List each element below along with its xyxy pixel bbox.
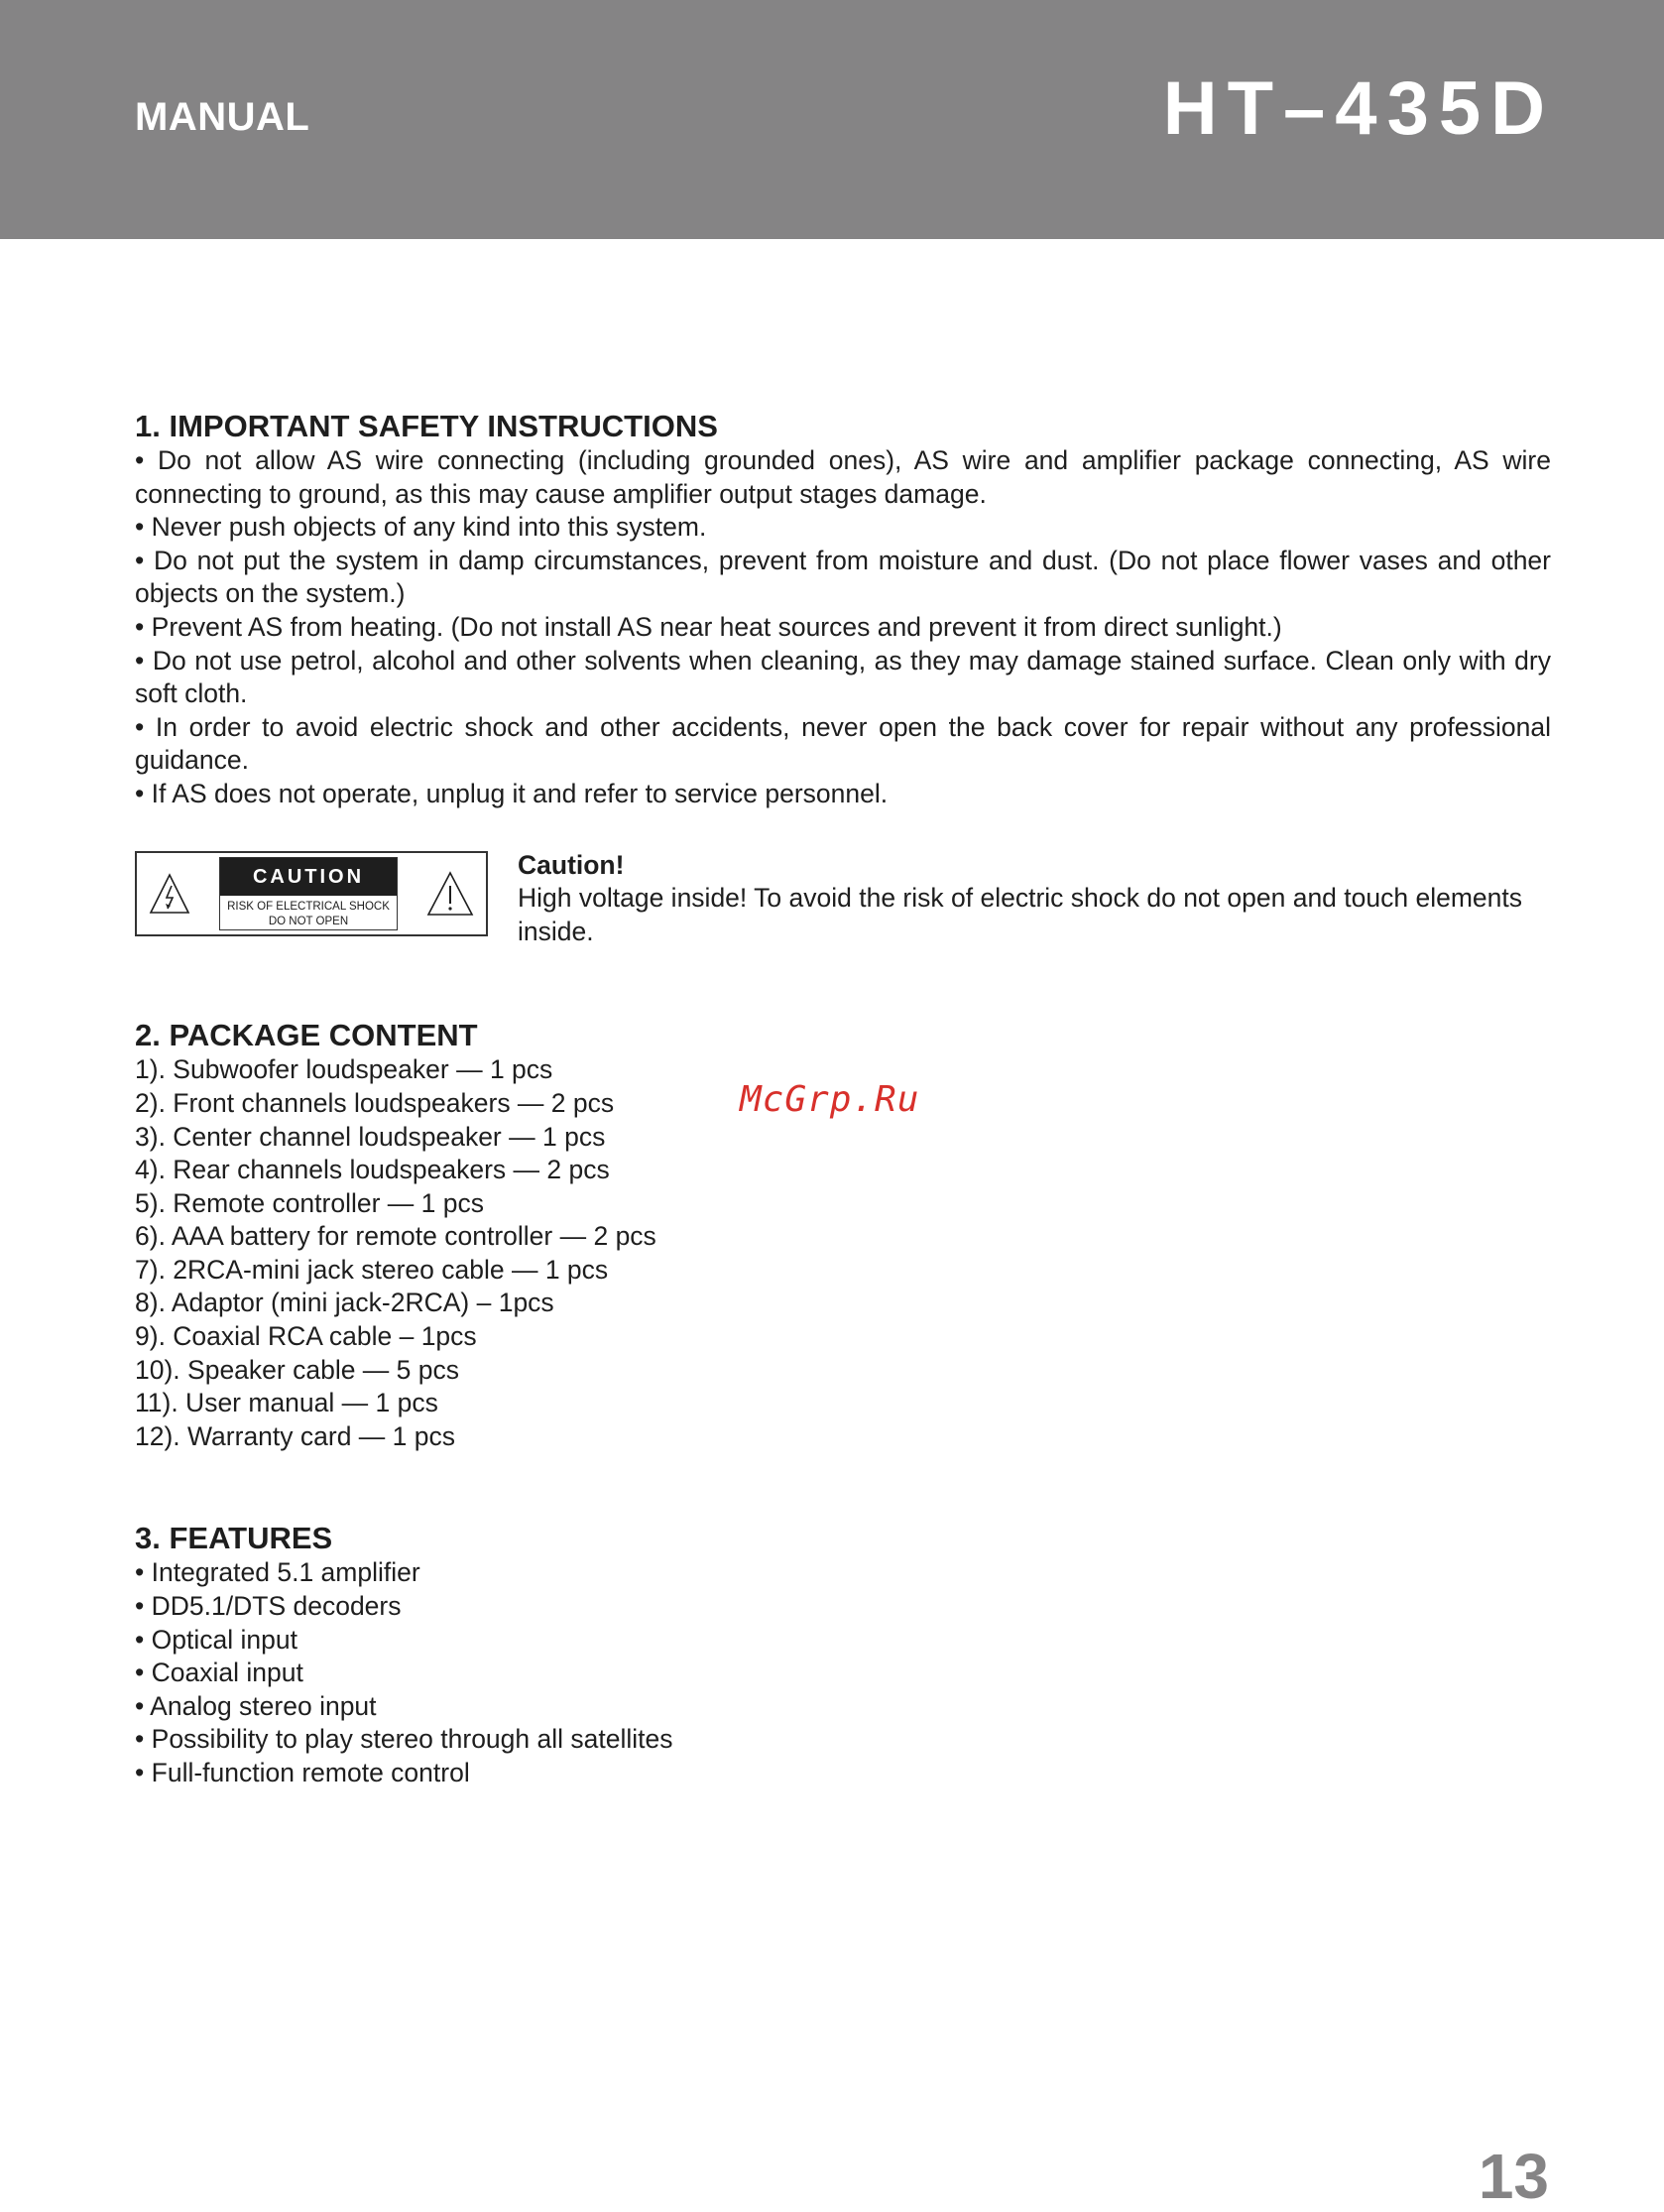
list-item: 4). Rear channels loudspeakers — 2 pcs	[135, 1155, 610, 1185]
list-item: 8). Adaptor (mini jack-2RCA) – 1pcs	[135, 1288, 554, 1318]
caution-line-2: DO NOT OPEN	[268, 915, 349, 927]
list-item: 12). Warranty card — 1 pcs	[135, 1420, 456, 1451]
site-watermark: McGrp.Ru	[740, 1079, 920, 1120]
safety-section	[135, 409, 1551, 811]
list-item: 1). Subwoofer loudspeaker — 1 pcs	[135, 1054, 553, 1085]
caution-body: High voltage inside! To avoid the risk of electric shock do not open and touch elements inside.	[518, 883, 1523, 946]
features-section	[135, 1521, 1551, 1789]
list-item: • Do not use petrol, alcohol and other solvents when cleaning, as they may damage stained surface. Clean only with dry soft cloth.	[135, 645, 1551, 709]
list-item: • DD5.1/DTS decoders	[135, 1591, 402, 1622]
list-item: 11). User manual — 1 pcs	[135, 1388, 438, 1418]
list-item: • Do not put the system in damp circumstances, prevent from moisture and dust. (Do not place flower vases and other objects on the system.)	[135, 545, 1551, 609]
caution-subtext	[220, 896, 397, 929]
features-list	[135, 1556, 1551, 1789]
package-title: 2. PACKAGE CONTENT	[135, 1018, 478, 1053]
page-header	[0, 0, 1664, 239]
list-item: • Never push objects of any kind into this system.	[135, 512, 707, 543]
list-item: 3). Center channel loudspeaker — 1 pcs	[135, 1121, 606, 1152]
safety-list	[135, 444, 1551, 811]
page-number: 13	[1478, 2141, 1549, 2212]
list-item: 5). Remote controller — 1 pcs	[135, 1187, 484, 1218]
features-title: 3. FEATURES	[135, 1521, 333, 1556]
list-item: 7). 2RCA-mini jack stereo cable — 1 pcs	[135, 1254, 609, 1285]
list-item: 9). Coaxial RCA cable – 1pcs	[135, 1321, 477, 1352]
caution-heading: Caution!	[518, 849, 625, 880]
list-item: • Optical input	[135, 1624, 297, 1655]
list-item: 10). Speaker cable — 5 pcs	[135, 1354, 460, 1385]
caution-description	[518, 849, 1551, 949]
caution-plate	[219, 857, 398, 930]
exclamation-warning-icon	[426, 870, 474, 918]
list-item: • Coaxial input	[135, 1658, 303, 1688]
list-item: • Do not allow AS wire connecting (including grounded ones), AS wire and amplifier package connecting, AS wire connecting to ground, as this may cause amplifier output stages damage.	[135, 445, 1551, 509]
list-item: • Analog stereo input	[135, 1690, 377, 1721]
caution-line-1: RISK OF ELECTRICAL SHOCK	[227, 900, 390, 913]
model-name: HT–435D	[1162, 66, 1555, 151]
list-item: • Possibility to play stereo through all satellites	[135, 1724, 673, 1755]
lightning-warning-icon	[149, 872, 190, 916]
caution-block	[135, 849, 1551, 949]
safety-title: 1. IMPORTANT SAFETY INSTRUCTIONS	[135, 409, 718, 443]
caution-label	[135, 851, 488, 936]
list-item: • In order to avoid electric shock and other accidents, never open the back cover for repair without any professional guidance.	[135, 711, 1551, 776]
list-item: 2). Front channels loudspeakers — 2 pcs	[135, 1087, 615, 1118]
list-item: • Full-function remote control	[135, 1758, 470, 1787]
list-item: • Prevent AS from heating. (Do not install AS near heat sources and prevent it from direct sunlight.)	[135, 611, 1282, 642]
list-item: 6). AAA battery for remote controller — 2 pcs	[135, 1221, 656, 1252]
list-item: • If AS does not operate, unplug it and refer to service personnel.	[135, 778, 889, 808]
manual-label: MANUAL	[135, 95, 310, 139]
list-item: • Integrated 5.1 amplifier	[135, 1557, 420, 1588]
caution-title: CAUTION	[220, 858, 397, 896]
